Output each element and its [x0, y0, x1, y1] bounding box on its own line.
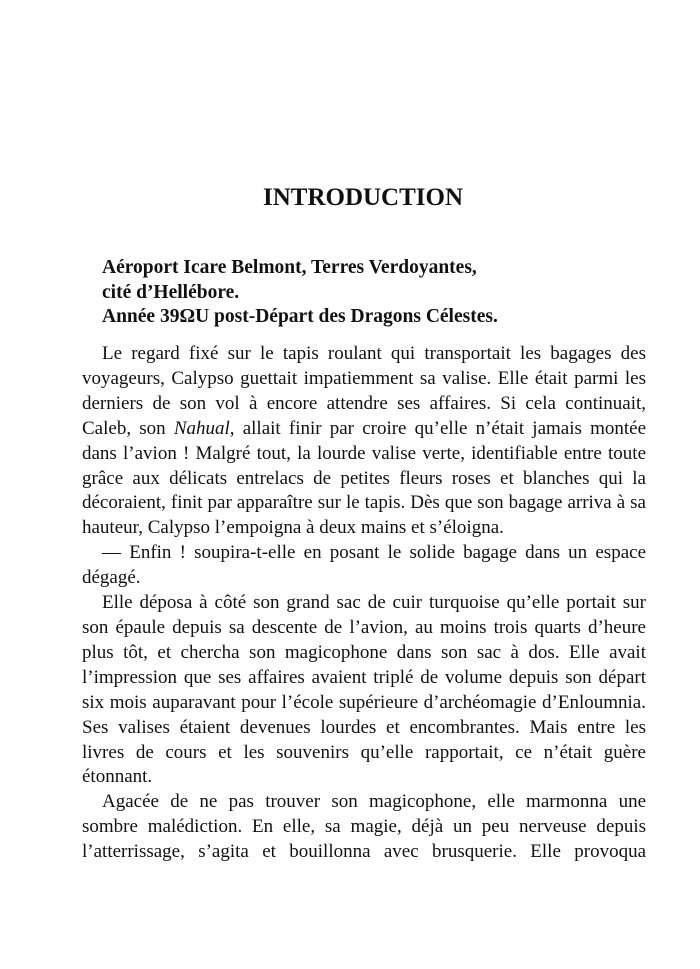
paragraph-1-before: Le regard fixé sur le tapis roulant qui transportait les bagages des voyageurs, Calypso guettait impatiemment sa valise. Elle était parmi les derniers de son vol à encore attendre ses affaires. Si cela continuait, Caleb, son [82, 343, 646, 439]
body-text [82, 342, 646, 865]
date-line: Année 39ΩU post-Départ des Dragons Célestes. [102, 306, 498, 327]
paragraph-2: — Enfin ! soupira-t-elle en posant le solide bagage dans un espace dégagé. [82, 542, 646, 589]
paragraph-3: Elle déposa à côté son grand sac de cuir turquoise qu’elle portait sur son épaule depuis sa descente de l’avion, au moins trois quarts d’heure plus tôt, et chercha son magicophone dans son sac à dos. Elle avait l’impression que ses affaires avaient triplé de volume depuis son départ six mois auparavant pour l’école supérieure d’archéomagie d’Enloumnia. Ses valises étaient devenues lourdes et encombrantes. Mais entre les livres de cours et les souvenirs qu’elle rapportait, ce n’était guère étonnant. [82, 592, 646, 788]
location-line-2: cité d’Hellébore. [102, 281, 240, 303]
location-line-1: Aéroport Icare Belmont, Terres Verdoyantes, [102, 257, 477, 278]
paragraph-4: Agacée de ne pas trouver son magicophone, elle marmonna une sombre malédiction. En elle, sa magie, déjà un peu nerveuse depuis l’atterrissage, s’agita et bouillonna avec brusquerie. Elle provoqua [82, 791, 646, 863]
paragraph-1-after: , allait finir par croire qu’elle n’était jamais montée dans l’avion ! Malgré tout, la lourde valise verte, identifiable entre toute grâce aux délicats entrelacs de petites fleurs roses et blanches qui la décoraient, finit par apparaître sur le tapis. Dès que son bagage arriva à sa hauteur, Calypso l’empoigna à deux mains et s’éloigna. [82, 417, 646, 539]
chapter-title: INTRODUCTION [262, 184, 464, 211]
paragraph-1-italic: Nahual [173, 417, 230, 439]
paragraph-1 [82, 342, 646, 541]
location-header [102, 256, 662, 330]
